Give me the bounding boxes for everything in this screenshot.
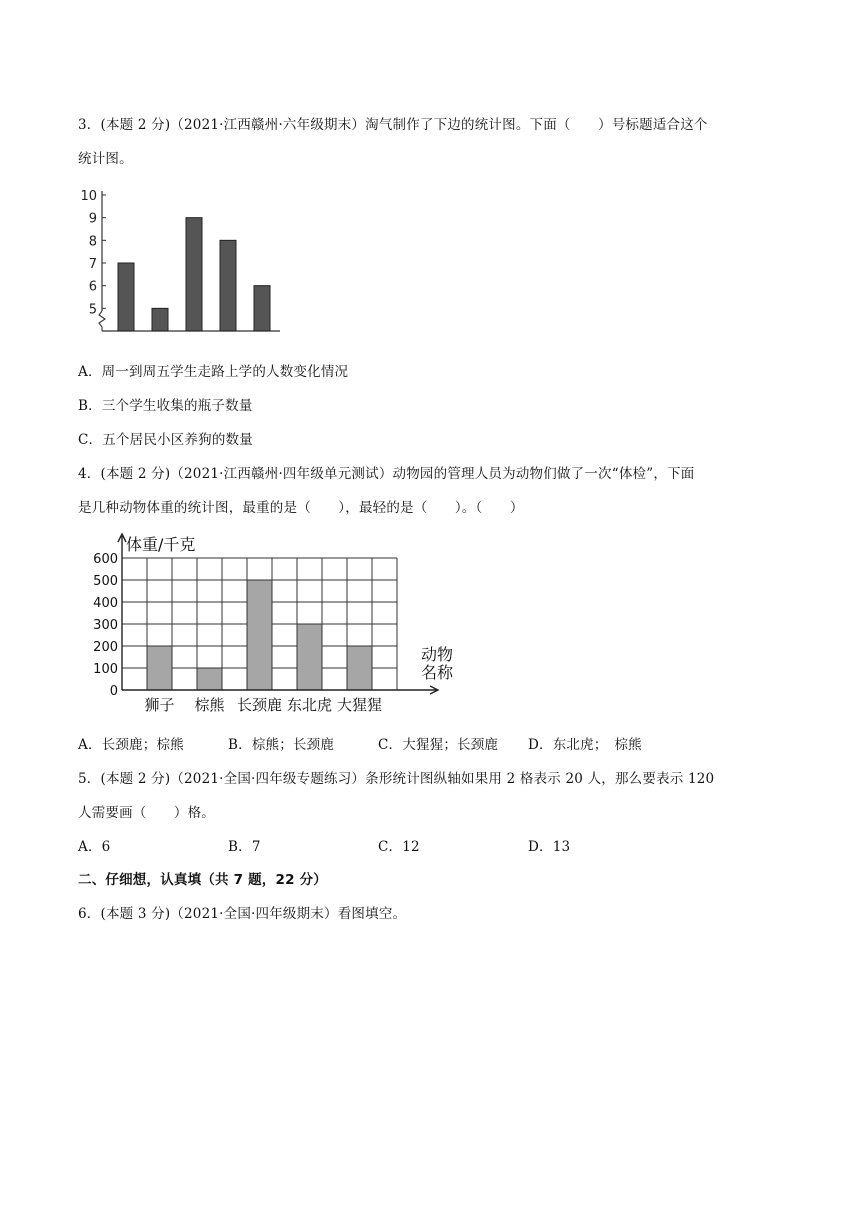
q3-stem-line2: 统计图。 [78, 151, 133, 167]
y-tick-label: 9 [88, 211, 97, 227]
bar [297, 624, 322, 690]
q3-stem-line1: 3．(本题 2 分)（2021·江西赣州·六年级期末）淘气制作了下边的统计图。下面（ ）号标题适合这个 [78, 117, 708, 133]
bar [186, 218, 202, 331]
y-tick-label: 10 [80, 189, 97, 204]
x-axis-label-line1: 动物 [421, 645, 454, 664]
q3-option-c[interactable]: C．五个居民小区养狗的数量 [78, 432, 253, 448]
y-tick-label: 300 [93, 618, 118, 633]
q5-option-d[interactable]: D．13 [528, 839, 571, 855]
y-tick-label: 0 [109, 684, 118, 699]
category-label: 长颈鹿 [236, 696, 283, 714]
q4-options [78, 733, 778, 753]
q6-stem-line1: 6．(本题 3 分)（2021·全国·四年级期末）看图填空。 [78, 906, 407, 922]
bar [247, 580, 272, 690]
q5-options [78, 835, 778, 855]
y-tick-label: 5 [88, 302, 97, 318]
y-tick-label: 100 [93, 662, 118, 677]
category-label: 东北虎 [286, 696, 333, 714]
bar [118, 263, 134, 331]
q4-animal-weight-chart [80, 530, 480, 720]
y-tick-label: 600 [93, 552, 118, 567]
section-2-title: 二、仔细想，认真填（共 7 题，22 分） [78, 872, 327, 888]
q4-stem-line2: 是几种动物体重的统计图，最重的是（ ），最轻的是（ ）。（ ） [78, 500, 524, 516]
q5-option-a[interactable]: A．6 [78, 839, 111, 855]
q3-option-a[interactable]: A．周一到周五学生走路上学的人数变化情况 [78, 364, 349, 380]
q4-option-b[interactable]: B．棕熊；长颈鹿 [228, 737, 335, 753]
y-tick-label: 7 [88, 257, 97, 272]
bar [147, 646, 172, 690]
y-tick-label: 6 [88, 279, 97, 295]
bar [197, 668, 222, 690]
category-label: 棕熊 [194, 696, 225, 714]
q5-option-b[interactable]: B．7 [228, 839, 261, 855]
y-tick-label: 200 [93, 640, 118, 655]
q3-option-b[interactable]: B．三个学生收集的瓶子数量 [78, 398, 253, 414]
axis-break-mark [99, 311, 105, 331]
y-tick-label: 8 [88, 234, 97, 250]
x-axis-label-line2: 名称 [421, 663, 454, 682]
bar [152, 308, 168, 331]
bar [347, 646, 372, 690]
q4-option-a[interactable]: A．长颈鹿；棕熊 [78, 737, 184, 753]
q4-option-d[interactable]: D．东北虎； 棕熊 [528, 737, 642, 753]
bar [254, 286, 270, 331]
y-tick-label: 500 [93, 574, 118, 589]
category-label: 狮子 [144, 696, 175, 714]
q3-bar-chart [80, 183, 290, 343]
q5-option-c[interactable]: C．12 [378, 839, 420, 855]
q4-option-c[interactable]: C．大猩猩；长颈鹿 [378, 737, 499, 753]
q5-stem-line2: 人需要画（ ）格。 [78, 805, 215, 821]
y-tick-label: 400 [93, 596, 118, 611]
q4-stem-line1: 4．(本题 2 分)（2021·江西赣州·四年级单元测试）动物园的管理人员为动物们做了一次“体检”，下面 [78, 466, 695, 482]
y-axis-label: 体重/千克 [126, 535, 196, 554]
category-label: 大猩猩 [336, 696, 383, 714]
q5-stem-line1: 5．(本题 2 分)（2021·全国·四年级专题练习）条形统计图纵轴如果用 2 格表示 20 人，那么要表示 120 [78, 771, 715, 787]
bar [220, 240, 236, 331]
